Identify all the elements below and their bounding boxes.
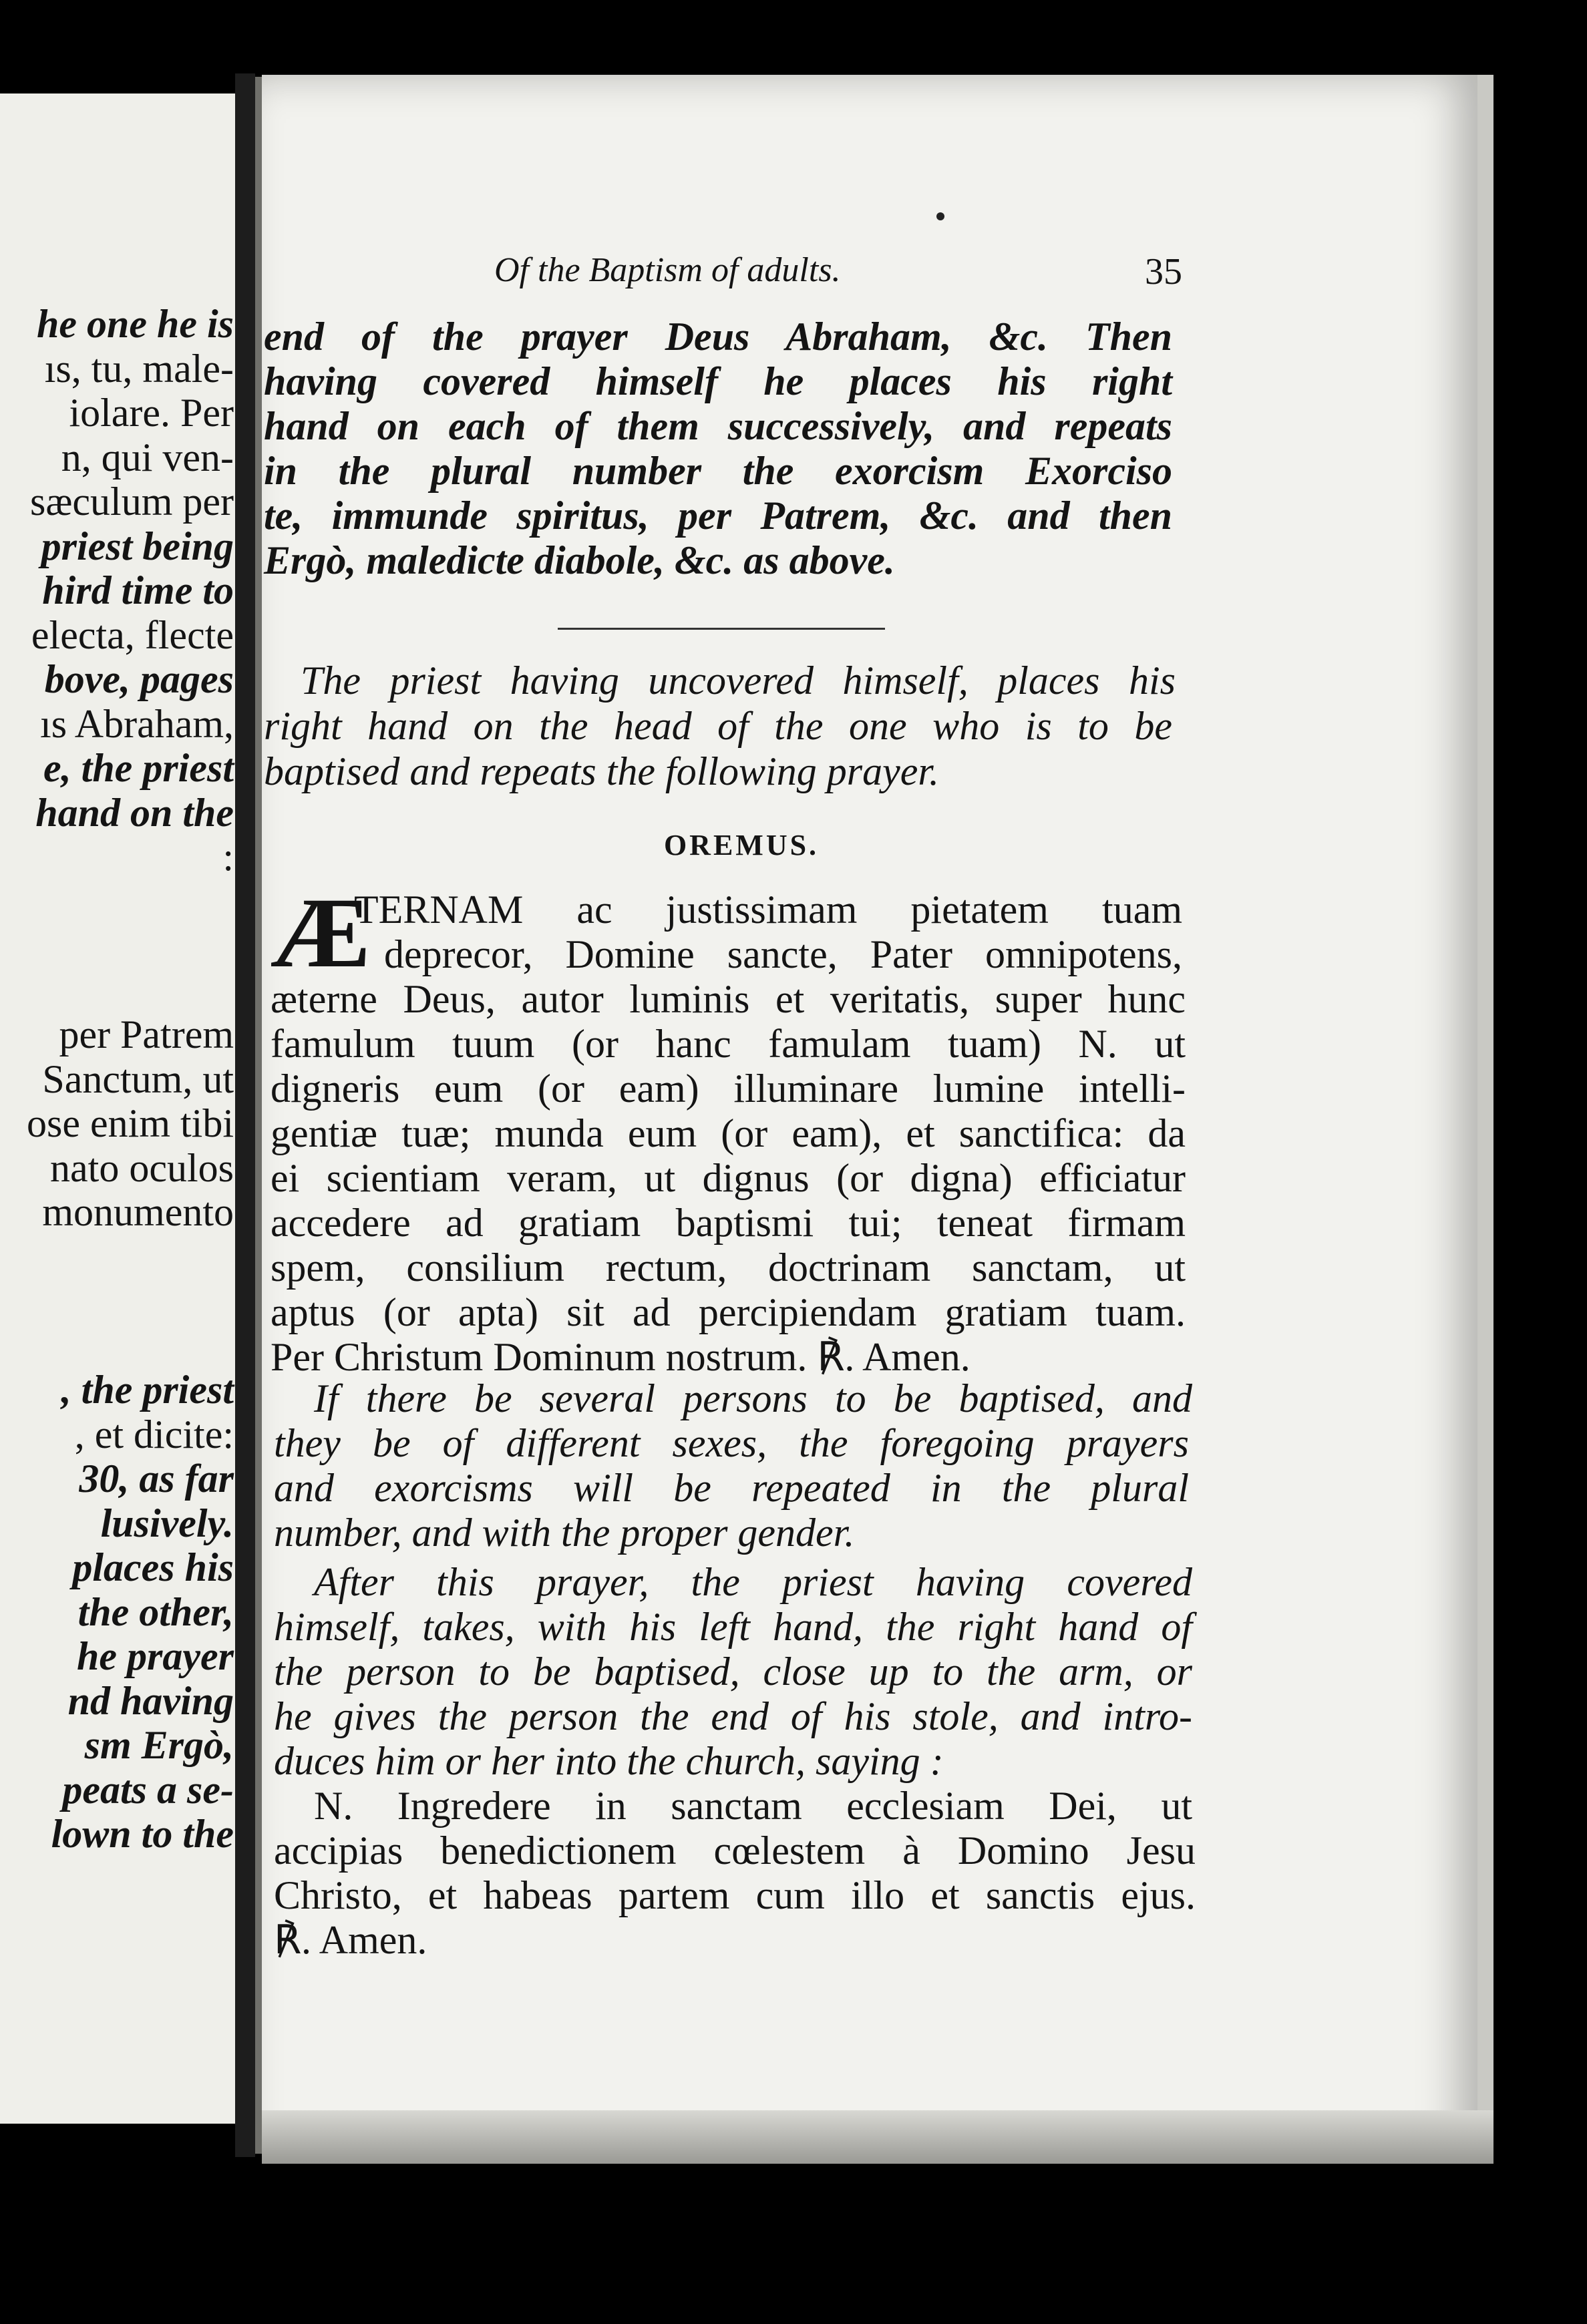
left-page-line: sæculum per	[30, 479, 234, 524]
prayer-line: deprecor, Domine sancte, Pater omnipotens,	[384, 932, 1182, 976]
para5-line: accipias benedictionem cœlestem à Domino Jesu	[274, 1828, 1196, 1873]
section-rule	[558, 628, 885, 630]
left-page-line: 30, as far	[79, 1457, 234, 1501]
para2-line: right hand on the head of the one who is to be	[264, 704, 1172, 748]
left-page-line: n, qui ven-	[61, 435, 234, 479]
left-page-line: hand on the	[35, 790, 234, 835]
left-page-line: bove, pages	[44, 657, 234, 701]
left-page-line: nato oculos	[50, 1145, 234, 1190]
ink-speck	[936, 212, 944, 220]
prayer-line: gentiæ tuæ; munda eum (or eam), et sanctifica: da	[271, 1111, 1186, 1155]
left-page-line: lown to the	[51, 1812, 234, 1856]
para3-line: number, and with the proper gender.	[274, 1511, 855, 1555]
para3-line: they be of different sexes, the foregoing prayers	[274, 1421, 1189, 1465]
para4-line: duces him or her into the church, saying :	[274, 1739, 944, 1783]
para1-line: te, immunde spiritus, per Patrem, &c. and then	[264, 494, 1172, 538]
para1-line: hand on each of them successively, and repeats	[264, 404, 1172, 448]
left-page-line: electa, flecte	[31, 612, 234, 657]
left-page-line: :	[222, 835, 234, 879]
para1-line: having covered himself he places his right	[264, 359, 1172, 403]
para4-line: the person to be baptised, close up to the arm, or	[274, 1650, 1192, 1694]
prayer-line: digneris eum (or eam) illuminare lumine intelli-	[271, 1067, 1186, 1111]
prayer-line: Per Christum Dominum nostrum. ℟. Amen.	[271, 1335, 971, 1379]
gutter-shadow	[255, 77, 262, 2154]
left-page-line: places his	[72, 1545, 234, 1589]
left-page-line: the other,	[77, 1589, 234, 1634]
para5-line: Christo, et habeas partem cum illo et sanctis ejus.	[274, 1873, 1196, 1917]
left-page-line: ose enim tibi	[27, 1101, 234, 1145]
prayer-line: æterne Deus, autor luminis et veritatis, super hunc	[271, 977, 1186, 1021]
left-page-line: nd having	[67, 1678, 234, 1723]
page-edge	[1477, 75, 1493, 2158]
left-page-line: iolare. Per	[69, 391, 234, 435]
para2-line: The priest having uncovered himself, places his	[301, 658, 1176, 703]
para1-line: end of the prayer Deus Abraham, &c. Then	[264, 315, 1172, 359]
left-page-line: monumento	[42, 1190, 234, 1234]
para5-line: N. Ingredere in sanctam ecclesiam Dei, ut	[314, 1784, 1192, 1828]
running-title: Of the Baptism of adults.	[494, 251, 841, 289]
drop-capital: Æ	[271, 878, 371, 988]
left-page-line: hird time to	[42, 568, 234, 612]
prayer-line: spem, consilium rectum, doctrinam sanctam, ut	[271, 1245, 1186, 1290]
para5-line: ℟. Amen.	[274, 1918, 427, 1962]
left-page-line: peats a se-	[62, 1767, 234, 1812]
prayer-first-line: TERNAM ac justissimam pietatem tuam	[354, 888, 1182, 932]
para3-line: If there be several persons to be baptised, and	[314, 1376, 1192, 1420]
para4-line: After this prayer, the priest having covered	[314, 1560, 1192, 1604]
left-page-line: ıs, tu, male-	[44, 346, 234, 391]
prayer-line: accedere ad gratiam baptismi tui; teneat firmam	[271, 1201, 1186, 1245]
prayer-line: aptus (or apta) sit ad percipiendam gratiam tuam.	[271, 1290, 1186, 1334]
para1-line: Ergò, maledicte diabole, &c. as above.	[264, 538, 895, 582]
left-page-line: he one he is	[36, 302, 234, 346]
para1-line: in the plural number the exorcism Exorciso	[264, 449, 1172, 493]
left-page-fragment	[0, 93, 235, 2124]
left-page-line: lusively.	[100, 1501, 234, 1545]
left-page-line: sm Ergò,	[84, 1723, 234, 1767]
book-gutter	[235, 73, 255, 2157]
page-number: 35	[1145, 251, 1182, 293]
left-page-line: Sanctum, ut	[42, 1056, 234, 1101]
running-header	[494, 250, 1182, 304]
left-page-line: e, the priest	[43, 746, 234, 790]
page-bottom-shadow	[262, 2110, 1493, 2164]
para3-line: and exorcisms will be repeated in the plural	[274, 1466, 1189, 1510]
oremus-heading: OREMUS.	[663, 829, 820, 861]
para2-line: baptised and repeats the following prayer.	[264, 749, 940, 793]
left-page-line: per Patrem	[59, 1012, 234, 1056]
prayer-line: ei scientiam veram, ut dignus (or digna) efficiatur	[271, 1156, 1186, 1200]
para4-line: he gives the person the end of his stole, and intro-	[274, 1694, 1192, 1738]
para4-line: himself, takes, with his left hand, the right hand of	[274, 1605, 1192, 1649]
left-page-line: , the priest	[61, 1368, 234, 1412]
left-page-line: ıs Abraham,	[40, 701, 234, 746]
left-page-line: he prayer	[77, 1634, 234, 1678]
left-page-line: priest being	[41, 524, 234, 568]
prayer-line: famulum tuum (or hanc famulam tuam) N. ut	[271, 1022, 1186, 1066]
left-page-line: , et dicite:	[74, 1412, 234, 1457]
